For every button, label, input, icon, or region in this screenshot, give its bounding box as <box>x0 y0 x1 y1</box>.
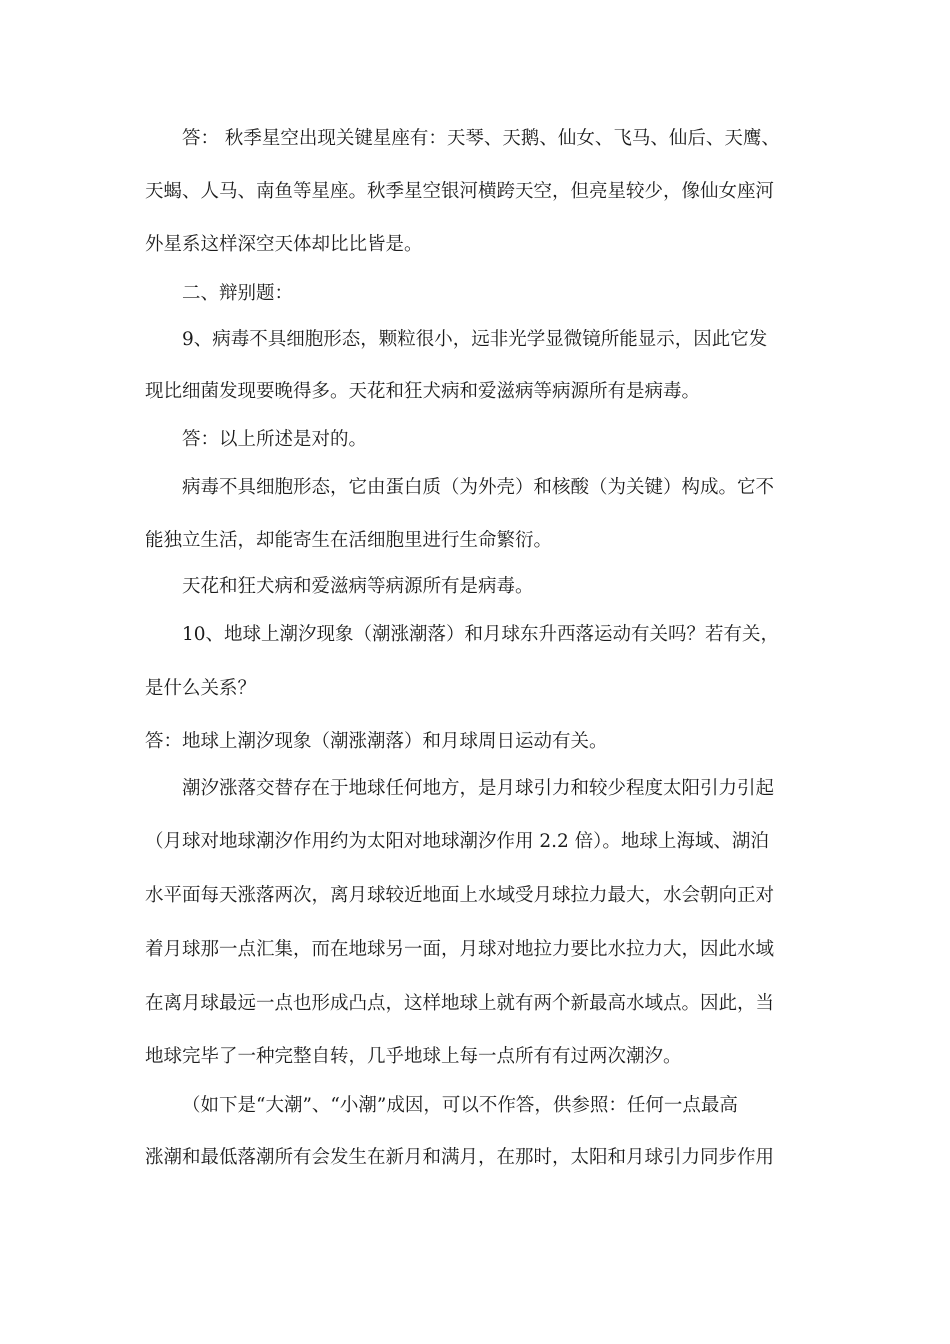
answer-10-explanation-line-6: 地球完毕了一种完整自转，几乎地球上每一点所有有过两次潮汐。 <box>145 1046 682 1067</box>
question-10-line-1: 10、地球上潮汐现象（潮涨潮落）和月球东升西落运动有关吗？若有关， <box>182 624 780 645</box>
answer-10-explanation-line-2: （月球对地球潮汐作用约为太阳对地球潮汐作用 2.2 倍）。地球上海域、湖泊 <box>145 831 769 852</box>
answer-10-explanation-line-1: 潮汐涨落交替存在于地球任何地方，是月球引力和较少程度太阳引力引起 <box>182 778 775 799</box>
answer-9-verdict: 答：以上所述是对的。 <box>182 429 368 450</box>
answer-autumn-constellations-line-2: 天蝎、人马、南鱼等星座。秋季星空银河横跨天空，但亮星较少，像仙女座河 <box>145 181 775 202</box>
answer-10-explanation-line-4: 着月球那一点汇集，而在地球另一面，月球对地拉力要比水拉力大，因此水域 <box>145 939 775 960</box>
section-heading-discrimination: 二、辩别题： <box>182 283 294 304</box>
answer-10-explanation-line-5: 在离月球最远一点也形成凸点，这样地球上就有两个新最高水域点。因此，当 <box>145 993 775 1014</box>
answer-9-conclusion: 天花和狂犬病和爱滋病等病源所有是病毒。 <box>182 576 534 597</box>
answer-10-note-line-1: （如下是“大潮”、“小潮”成因，可以不作答，供参照：任何一点最高 <box>182 1095 738 1116</box>
question-9-line-1: 9、病毒不具细胞形态，颗粒很小，远非光学显微镜所能显示，因此它发 <box>182 329 768 350</box>
question-10-line-2: 是什么关系？ <box>145 678 257 699</box>
answer-autumn-constellations-line-1: 答： 秋季星空出现关键星座有：天琴、天鹅、仙女、飞马、仙后、天鹰、 <box>182 128 780 149</box>
answer-10-summary: 答：地球上潮汐现象（潮涨潮落）和月球周日运动有关。 <box>145 731 608 752</box>
answer-autumn-constellations-line-3: 外星系这样深空天体却比比皆是。 <box>145 234 423 255</box>
answer-10-explanation-line-3: 水平面每天涨落两次，离月球较近地面上水域受月球拉力最大，水会朝向正对 <box>145 885 775 906</box>
answer-9-explanation-line-1: 病毒不具细胞形态，它由蛋白质（为外壳）和核酸（为关键）构成。它不 <box>182 477 775 498</box>
question-9-line-2: 现比细菌发现要晚得多。天花和狂犬病和爱滋病等病源所有是病毒。 <box>145 381 701 402</box>
answer-10-note-line-2: 涨潮和最低落潮所有会发生在新月和满月，在那时，太阳和月球引力同步作用 <box>145 1147 775 1168</box>
answer-9-explanation-line-2: 能独立生活，却能寄生在活细胞里进行生命繁衍。 <box>145 530 553 551</box>
